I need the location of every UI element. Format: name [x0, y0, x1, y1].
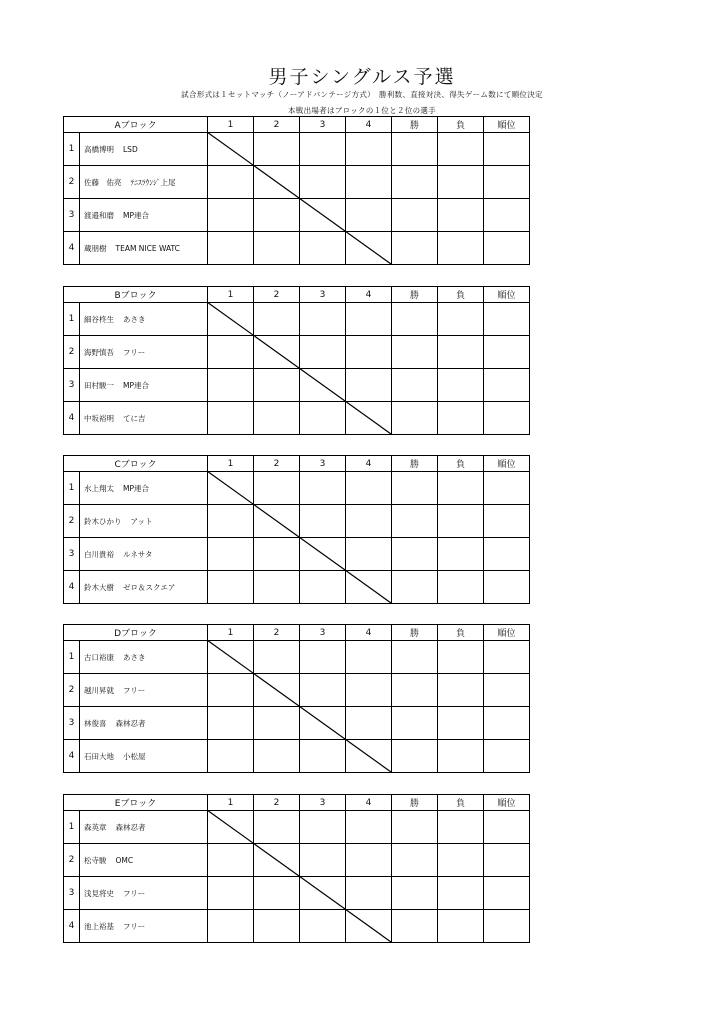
player-row [64, 538, 530, 571]
opponent-header: 2 [254, 287, 300, 303]
player-name: 林俊喜 [84, 718, 107, 728]
score-cell[interactable] [300, 232, 346, 265]
rank-cell[interactable] [484, 472, 530, 505]
score-cell[interactable] [208, 538, 254, 571]
rank-cell[interactable] [484, 199, 530, 232]
player-row [64, 336, 530, 369]
rank-cell[interactable] [484, 232, 530, 265]
player-club: フリー [123, 347, 146, 357]
block-table [63, 624, 530, 773]
score-cell[interactable] [300, 505, 346, 538]
score-cell[interactable] [254, 232, 300, 265]
player-row [64, 571, 530, 604]
block-table [63, 116, 530, 265]
player-number: 3 [64, 199, 80, 232]
player-row [64, 505, 530, 538]
player-row [64, 641, 530, 674]
loss-cell[interactable] [438, 538, 484, 571]
score-cell[interactable] [300, 133, 346, 166]
player-number: 4 [64, 571, 80, 604]
opponent-header: 1 [208, 456, 254, 472]
player-club: フリー [123, 921, 146, 931]
player-name-cell [80, 740, 208, 773]
win-cell[interactable] [392, 707, 438, 740]
score-cell[interactable] [208, 910, 254, 943]
player-number: 3 [64, 369, 80, 402]
win-header: 勝 [392, 117, 438, 133]
score-cell[interactable] [208, 133, 254, 166]
rank-header: 順位 [484, 795, 530, 811]
score-cell[interactable] [254, 199, 300, 232]
block-header-row [64, 117, 530, 133]
player-club: アット [130, 516, 153, 526]
block-table [63, 286, 530, 435]
block-name: Bブロック [64, 287, 208, 303]
player-row [64, 910, 530, 943]
score-cell[interactable] [300, 707, 346, 740]
player-row [64, 303, 530, 336]
score-cell[interactable] [254, 740, 300, 773]
block-name: Dブロック [64, 625, 208, 641]
player-number: 1 [64, 303, 80, 336]
rank-cell[interactable] [484, 844, 530, 877]
rank-cell[interactable] [484, 910, 530, 943]
player-name-cell [80, 199, 208, 232]
win-cell[interactable] [392, 811, 438, 844]
rank-header: 順位 [484, 117, 530, 133]
score-cell[interactable] [300, 674, 346, 707]
player-row [64, 707, 530, 740]
loss-cell[interactable] [438, 166, 484, 199]
win-cell[interactable] [392, 740, 438, 773]
score-cell[interactable] [300, 303, 346, 336]
player-name-cell [80, 402, 208, 435]
score-cell[interactable] [208, 740, 254, 773]
player-name: 古口裕康 [84, 652, 114, 662]
win-cell[interactable] [392, 910, 438, 943]
score-cell[interactable] [254, 707, 300, 740]
opponent-header: 4 [346, 287, 392, 303]
player-number: 3 [64, 877, 80, 910]
opponent-header: 2 [254, 456, 300, 472]
opponent-header: 3 [300, 625, 346, 641]
score-cell[interactable] [254, 166, 300, 199]
player-name: 松寺駿 [84, 855, 107, 865]
player-name: 海野慎吾 [84, 347, 114, 357]
player-club: LSD [123, 144, 138, 154]
score-cell[interactable] [346, 402, 392, 435]
loss-cell[interactable] [438, 674, 484, 707]
player-club: TEAM NICE WATC [115, 243, 180, 253]
player-number: 1 [64, 641, 80, 674]
score-cell[interactable] [208, 336, 254, 369]
opponent-header: 2 [254, 795, 300, 811]
player-name-cell [80, 303, 208, 336]
loss-cell[interactable] [438, 844, 484, 877]
score-cell[interactable] [208, 472, 254, 505]
score-cell[interactable] [208, 199, 254, 232]
player-name: 田村駿一 [84, 380, 114, 390]
player-name: 池上裕基 [84, 921, 114, 931]
score-cell[interactable] [346, 910, 392, 943]
loss-cell[interactable] [438, 707, 484, 740]
player-row [64, 232, 530, 265]
block-header-row [64, 287, 530, 303]
player-number: 1 [64, 811, 80, 844]
player-club: ﾃﾆｽﾗｳﾝｼﾞ上尾 [130, 177, 176, 187]
player-row [64, 402, 530, 435]
score-cell[interactable] [208, 303, 254, 336]
player-club: てに吉 [123, 413, 146, 423]
score-cell[interactable] [346, 303, 392, 336]
block-table [63, 455, 530, 604]
score-cell[interactable] [346, 166, 392, 199]
rank-cell[interactable] [484, 402, 530, 435]
player-club: ゼロ＆スクエア [123, 582, 176, 592]
player-club: MP連合 [123, 380, 149, 390]
block-header-row [64, 625, 530, 641]
score-cell[interactable] [346, 740, 392, 773]
score-cell[interactable] [346, 538, 392, 571]
opponent-header: 3 [300, 456, 346, 472]
opponent-header: 4 [346, 117, 392, 133]
score-cell[interactable] [346, 369, 392, 402]
win-cell[interactable] [392, 641, 438, 674]
win-cell[interactable] [392, 336, 438, 369]
player-row [64, 166, 530, 199]
player-name: 高橋博明 [84, 144, 114, 154]
player-name-cell [80, 505, 208, 538]
player-name: 中坂裕明 [84, 413, 114, 423]
player-club: フリー [123, 888, 146, 898]
opponent-header: 4 [346, 456, 392, 472]
score-cell[interactable] [300, 336, 346, 369]
score-cell[interactable] [254, 336, 300, 369]
player-row [64, 369, 530, 402]
player-name-cell [80, 674, 208, 707]
loss-cell[interactable] [438, 336, 484, 369]
score-cell[interactable] [208, 707, 254, 740]
score-cell[interactable] [208, 571, 254, 604]
rank-cell[interactable] [484, 538, 530, 571]
score-cell[interactable] [254, 571, 300, 604]
player-name: 蔵朋樹 [84, 243, 107, 253]
win-cell[interactable] [392, 232, 438, 265]
player-name: 越川昇就 [84, 685, 114, 695]
player-name-cell [80, 707, 208, 740]
player-name-cell [80, 844, 208, 877]
loss-header: 負 [438, 456, 484, 472]
opponent-header: 4 [346, 625, 392, 641]
score-cell[interactable] [346, 505, 392, 538]
win-cell[interactable] [392, 402, 438, 435]
rank-cell[interactable] [484, 707, 530, 740]
rank-cell[interactable] [484, 166, 530, 199]
player-number: 4 [64, 232, 80, 265]
score-cell[interactable] [208, 844, 254, 877]
score-cell[interactable] [346, 472, 392, 505]
rank-header: 順位 [484, 456, 530, 472]
player-name-cell [80, 472, 208, 505]
score-cell[interactable] [254, 402, 300, 435]
score-cell[interactable] [346, 641, 392, 674]
block-header-row [64, 456, 530, 472]
win-cell[interactable] [392, 166, 438, 199]
score-cell[interactable] [300, 571, 346, 604]
score-cell[interactable] [346, 571, 392, 604]
player-number: 1 [64, 472, 80, 505]
loss-cell[interactable] [438, 910, 484, 943]
score-cell[interactable] [254, 844, 300, 877]
score-cell[interactable] [300, 538, 346, 571]
score-cell[interactable] [208, 402, 254, 435]
score-cell[interactable] [208, 674, 254, 707]
rank-cell[interactable] [484, 877, 530, 910]
player-name-cell [80, 910, 208, 943]
win-cell[interactable] [392, 674, 438, 707]
score-cell[interactable] [300, 844, 346, 877]
score-cell[interactable] [346, 844, 392, 877]
score-cell[interactable] [300, 641, 346, 674]
score-cell[interactable] [208, 811, 254, 844]
player-number: 4 [64, 402, 80, 435]
loss-cell[interactable] [438, 369, 484, 402]
score-cell[interactable] [346, 199, 392, 232]
rank-cell[interactable] [484, 133, 530, 166]
player-club: あさき [123, 314, 146, 324]
win-header: 勝 [392, 287, 438, 303]
player-club: 森林忍者 [115, 822, 146, 832]
loss-cell[interactable] [438, 811, 484, 844]
score-cell[interactable] [254, 505, 300, 538]
score-cell[interactable] [346, 707, 392, 740]
player-name-cell [80, 133, 208, 166]
score-cell[interactable] [208, 369, 254, 402]
player-number: 2 [64, 674, 80, 707]
loss-header: 負 [438, 117, 484, 133]
player-number: 2 [64, 505, 80, 538]
loss-cell[interactable] [438, 402, 484, 435]
block-name: Aブロック [64, 117, 208, 133]
score-cell[interactable] [346, 336, 392, 369]
score-cell[interactable] [254, 133, 300, 166]
player-name: 佐藤 佑亮 [84, 177, 122, 187]
player-row [64, 472, 530, 505]
score-cell[interactable] [254, 877, 300, 910]
player-number: 2 [64, 844, 80, 877]
player-club: フリー [123, 685, 146, 695]
player-club: ルネサタ [123, 549, 153, 559]
block-header-row [64, 795, 530, 811]
loss-cell[interactable] [438, 641, 484, 674]
score-cell[interactable] [300, 166, 346, 199]
rank-cell[interactable] [484, 571, 530, 604]
player-club: あさき [123, 652, 146, 662]
player-name: 渡邉和磨 [84, 210, 114, 220]
win-header: 勝 [392, 625, 438, 641]
score-cell[interactable] [300, 402, 346, 435]
score-cell[interactable] [346, 133, 392, 166]
score-cell[interactable] [300, 199, 346, 232]
score-cell[interactable] [208, 166, 254, 199]
loss-cell[interactable] [438, 133, 484, 166]
player-number: 1 [64, 133, 80, 166]
player-name-cell [80, 232, 208, 265]
opponent-header: 1 [208, 287, 254, 303]
rank-cell[interactable] [484, 336, 530, 369]
loss-header: 負 [438, 625, 484, 641]
player-row [64, 674, 530, 707]
loss-cell[interactable] [438, 472, 484, 505]
loss-cell[interactable] [438, 303, 484, 336]
player-number: 4 [64, 910, 80, 943]
score-cell[interactable] [208, 505, 254, 538]
opponent-header: 3 [300, 795, 346, 811]
loss-cell[interactable] [438, 877, 484, 910]
rank-cell[interactable] [484, 505, 530, 538]
player-number: 2 [64, 336, 80, 369]
score-cell[interactable] [208, 877, 254, 910]
block-name: Cブロック [64, 456, 208, 472]
player-name: 浅見将史 [84, 888, 114, 898]
player-number: 3 [64, 538, 80, 571]
score-cell[interactable] [300, 740, 346, 773]
win-cell[interactable] [392, 199, 438, 232]
score-cell[interactable] [254, 641, 300, 674]
score-cell[interactable] [254, 811, 300, 844]
win-cell[interactable] [392, 472, 438, 505]
loss-cell[interactable] [438, 199, 484, 232]
score-cell[interactable] [254, 369, 300, 402]
player-name: 森英章 [84, 822, 107, 832]
page-title: 男子シングルス予選 [268, 66, 456, 88]
win-cell[interactable] [392, 133, 438, 166]
player-name-cell [80, 641, 208, 674]
player-name-cell [80, 369, 208, 402]
block-name: Eブロック [64, 795, 208, 811]
player-name: 鈴木ひかり [84, 516, 122, 526]
player-number: 3 [64, 707, 80, 740]
player-row [64, 877, 530, 910]
score-cell[interactable] [346, 877, 392, 910]
score-cell[interactable] [254, 538, 300, 571]
score-cell[interactable] [346, 232, 392, 265]
loss-header: 負 [438, 795, 484, 811]
player-name: 白川貴裕 [84, 549, 114, 559]
opponent-header: 3 [300, 287, 346, 303]
score-cell[interactable] [208, 641, 254, 674]
player-name-cell [80, 336, 208, 369]
loss-cell[interactable] [438, 232, 484, 265]
win-cell[interactable] [392, 303, 438, 336]
score-cell[interactable] [300, 910, 346, 943]
player-name-cell [80, 811, 208, 844]
opponent-header: 3 [300, 117, 346, 133]
rank-header: 順位 [484, 287, 530, 303]
win-cell[interactable] [392, 571, 438, 604]
player-name: 石田大地 [84, 751, 114, 761]
player-row [64, 133, 530, 166]
opponent-header: 1 [208, 117, 254, 133]
loss-cell[interactable] [438, 740, 484, 773]
player-club: OMC [115, 855, 134, 865]
player-name-cell [80, 877, 208, 910]
loss-cell[interactable] [438, 505, 484, 538]
player-row [64, 740, 530, 773]
player-name-cell [80, 166, 208, 199]
score-cell[interactable] [254, 303, 300, 336]
player-name: 鈴木大樹 [84, 582, 114, 592]
player-row [64, 844, 530, 877]
player-name: 水上翔太 [84, 483, 114, 493]
win-header: 勝 [392, 795, 438, 811]
win-cell[interactable] [392, 369, 438, 402]
score-cell[interactable] [300, 877, 346, 910]
rank-cell[interactable] [484, 303, 530, 336]
score-cell[interactable] [300, 811, 346, 844]
rank-cell[interactable] [484, 811, 530, 844]
score-cell[interactable] [208, 232, 254, 265]
opponent-header: 1 [208, 795, 254, 811]
player-name-cell [80, 538, 208, 571]
player-row [64, 199, 530, 232]
score-cell[interactable] [346, 674, 392, 707]
block-table [63, 794, 530, 943]
score-cell[interactable] [300, 369, 346, 402]
score-cell[interactable] [254, 674, 300, 707]
opponent-header: 2 [254, 117, 300, 133]
match-format-note: 試合形式は１セットマッチ（ノーアドバンテージ方式） 勝利数、直接対決、得失ゲーム数にて順位決定 [181, 90, 543, 99]
player-club: MP連合 [123, 210, 149, 220]
rank-cell[interactable] [484, 674, 530, 707]
qualification-note: 本戦出場者はブロックの１位と２位の選手 [287, 106, 437, 115]
rank-cell[interactable] [484, 740, 530, 773]
score-cell[interactable] [254, 472, 300, 505]
score-cell[interactable] [346, 811, 392, 844]
player-club: 小松屋 [123, 751, 146, 761]
rank-cell[interactable] [484, 369, 530, 402]
rank-header: 順位 [484, 625, 530, 641]
player-number: 4 [64, 740, 80, 773]
player-club: 森林忍者 [115, 718, 146, 728]
opponent-header: 1 [208, 625, 254, 641]
win-cell[interactable] [392, 877, 438, 910]
player-name: 細谷柊生 [84, 314, 114, 324]
opponent-header: 4 [346, 795, 392, 811]
player-club: MP連合 [123, 483, 149, 493]
score-cell[interactable] [300, 472, 346, 505]
win-cell[interactable] [392, 505, 438, 538]
player-row [64, 811, 530, 844]
win-cell[interactable] [392, 538, 438, 571]
loss-header: 負 [438, 287, 484, 303]
player-name-cell [80, 571, 208, 604]
win-header: 勝 [392, 456, 438, 472]
player-number: 2 [64, 166, 80, 199]
loss-cell[interactable] [438, 571, 484, 604]
win-cell[interactable] [392, 844, 438, 877]
score-cell[interactable] [254, 910, 300, 943]
rank-cell[interactable] [484, 641, 530, 674]
opponent-header: 2 [254, 625, 300, 641]
